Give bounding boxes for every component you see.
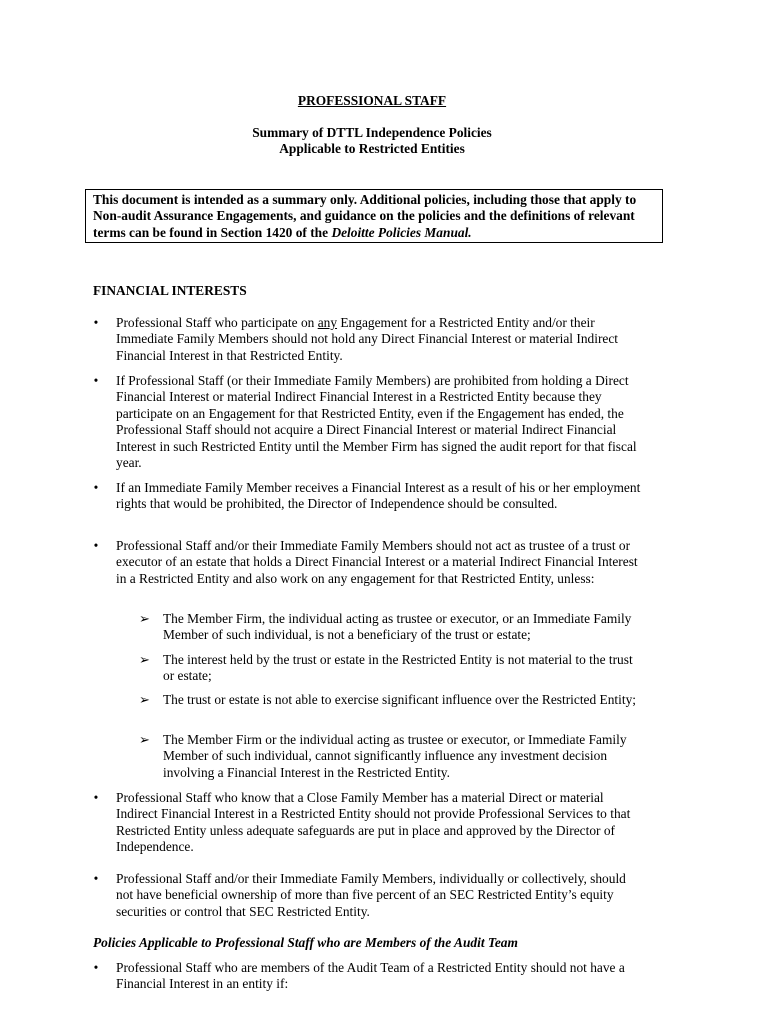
summary-notice-box	[85, 189, 663, 243]
subtitle-line-2: Applicable to Restricted Entities	[279, 141, 465, 157]
notice-text: This document is intended as a summary only. Additional policies, including those that apply to Non-audit Assurance Engagements, and guidance on the policies and the definitions of relevant terms can be found in Section 1420 of the	[93, 192, 637, 240]
bullet-marker: •	[93, 960, 99, 975]
sub-bullet-text: The Member Firm or the individual acting as trustee or executor, or Immediate Family Member of such individual, cannot significantly influence any investment decision involving a Financial Interest in the Restricted Entity.	[163, 732, 627, 780]
bullet-text: If an Immediate Family Member receives a Financial Interest as a result of his or her employment rights that would be prohibited, the Director of Independence should be consulted.	[116, 480, 641, 512]
audit-team-subheading: Policies Applicable to Professional Staff who are Members of the Audit Team	[93, 935, 518, 950]
bullet-text: If Professional Staff (or their Immediate Family Members) are prohibited from holding a Direct Financial Interest or material Indirect Financial Interest in a Restricted Entity because they participate on an Engagement for that Restricted Entity, even if the Engagement has ended, the Professional Staff should not acquire a Direct Financial Interest or material Indirect Financial Interest in such Restricted Entity until the Member Firm has signed the audit report for that fiscal year.	[116, 373, 637, 471]
subtitle-line-1: Summary of DTTL Independence Policies	[252, 125, 492, 140]
bullet-text-part: Professional Staff who participate on	[116, 315, 318, 330]
document-title: PROFESSIONAL STAFF	[297, 93, 447, 108]
arrow-bullet-icon: ➢	[139, 611, 150, 626]
bullet-marker: •	[93, 790, 99, 805]
arrow-bullet-icon: ➢	[139, 692, 150, 707]
sub-bullet-text: The Member Firm, the individual acting as trustee or executor, or an Immediate Family Member of such individual, is not a beneficiary of the trust or estate;	[163, 611, 632, 643]
arrow-bullet-icon: ➢	[139, 652, 150, 667]
arrow-bullet-icon: ➢	[139, 732, 150, 747]
bullet-marker: •	[93, 480, 99, 495]
bullet-text: Professional Staff and/or their Immediate Family Members should not act as trustee of a trust or executor of an estate that holds a Direct Financial Interest or a material Indirect Financial Interest in a Restricted Entity and also work on any engagement for that Restricted Entity, unless:	[116, 538, 638, 586]
policies-manual-reference: Deloitte Policies Manual.	[331, 224, 472, 240]
emphasized-word: any	[317, 315, 338, 330]
bullet-text	[116, 315, 646, 364]
section-heading-financial-interests: FINANCIAL INTERESTS	[93, 283, 247, 298]
bullet-marker: •	[93, 315, 99, 330]
sub-bullet-text: The interest held by the trust or estate in the Restricted Entity is not material to the trust or estate;	[163, 652, 633, 684]
document-subtitle	[0, 125, 744, 158]
bullet-marker: •	[93, 373, 99, 388]
bullet-marker: •	[93, 538, 99, 553]
bullet-text: Professional Staff and/or their Immediate Family Members, individually or collectively, should not have beneficial ownership of more than five percent of an SEC Restricted Entity’s equity securities or control that SEC Restricted Entity.	[116, 871, 626, 919]
bullet-text: Professional Staff who know that a Close Family Member has a material Direct or material Indirect Financial Interest in a Restricted Entity should not provide Professional Services to that Restricted Entity unless adequate safeguards are put in place and approved by the Director of Independence.	[116, 790, 631, 855]
bullet-text-part: Engagement for a Restricted Entity and/or their Immediate Family Members should not hold any Direct Financial Interest or material Indirect Financial Interest in that Restricted Entity.	[116, 315, 619, 363]
sub-bullet-text: The trust or estate is not able to exercise significant influence over the Restricted Entity;	[163, 692, 636, 707]
bullet-marker: •	[93, 871, 99, 886]
bullet-text: Professional Staff who are members of the Audit Team of a Restricted Entity should not have a Financial Interest in an entity if:	[116, 960, 625, 992]
